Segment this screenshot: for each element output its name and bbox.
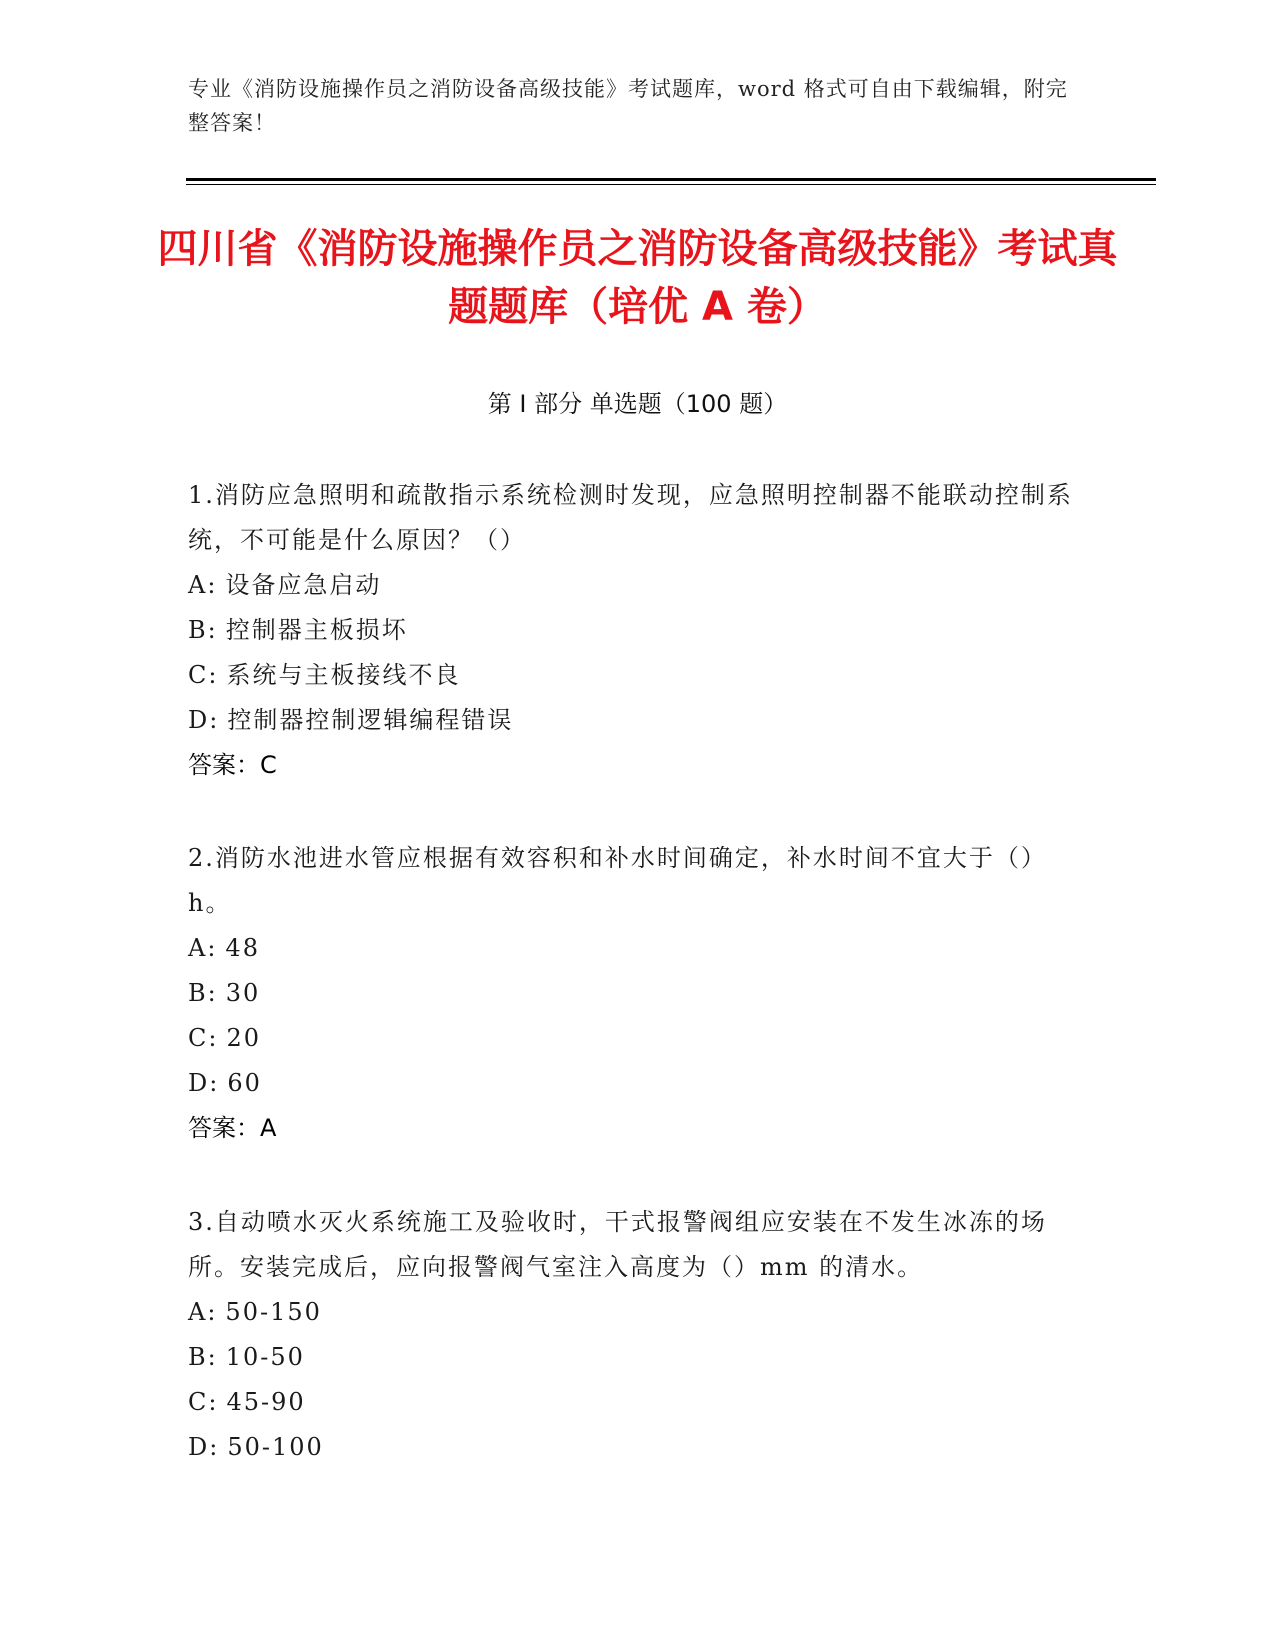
- option-text: 30: [225, 979, 261, 1007]
- option-text: 系统与主板接线不良: [226, 661, 461, 689]
- option-d: [188, 1425, 1088, 1470]
- option-letter: A:: [188, 934, 218, 962]
- option-text: 60: [227, 1069, 262, 1097]
- option-a: [188, 1290, 1088, 1335]
- option-text: 45-90: [226, 1388, 306, 1416]
- option-text: 10-50: [225, 1343, 305, 1371]
- option-text: 20: [226, 1024, 261, 1052]
- question-stem: 3.自动喷水灭火系统施工及验收时，干式报警阀组应安装在不发生冰冻的场所。安装完成后，应向报警阀气室注入高度为（）mm 的清水。: [188, 1208, 1047, 1281]
- option-letter: B:: [188, 979, 218, 1007]
- option-d: [188, 698, 1088, 743]
- answer: 答案：A: [188, 1114, 277, 1142]
- option-b: [188, 1335, 1088, 1380]
- option-text: 控制器主板损坏: [225, 616, 408, 644]
- option-text: 设备应急启动: [225, 571, 382, 599]
- option-letter: C:: [188, 661, 219, 689]
- header-rule-thin: [186, 184, 1156, 185]
- question-stem: 1.消防应急照明和疏散指示系统检测时发现，应急照明控制器不能联动控制系统，不可能是什么原因？（）: [188, 481, 1073, 554]
- option-letter: A:: [188, 1298, 218, 1326]
- option-letter: C:: [188, 1388, 219, 1416]
- option-d: [188, 1061, 1088, 1106]
- option-text: 50-150: [225, 1298, 322, 1326]
- option-text: 50-100: [227, 1433, 324, 1461]
- option-a: [188, 563, 1088, 608]
- option-a: [188, 926, 1088, 971]
- section-title: 第 I 部分 单选题（100 题）: [487, 390, 788, 418]
- header-note: 专业《消防设施操作员之消防设备高级技能》考试题库，word 格式可自由下载编辑，附完整答案！: [188, 77, 1068, 135]
- option-text: 48: [225, 934, 260, 962]
- option-letter: A:: [188, 571, 218, 599]
- document-title: 四川省《消防设施操作员之消防设备高级技能》考试真题题库（培优 A 卷）: [157, 226, 1118, 330]
- question-3: [188, 1200, 1088, 1470]
- header-rule-thick: [186, 178, 1156, 181]
- option-letter: D:: [188, 1433, 220, 1461]
- option-c: [188, 1016, 1088, 1061]
- question-stem: 2.消防水池进水管应根据有效容积和补水时间确定，补水时间不宜大于（）h。: [188, 844, 1047, 917]
- option-letter: B:: [188, 616, 218, 644]
- question-1: [188, 473, 1088, 788]
- option-text: 控制器控制逻辑编程错误: [227, 706, 514, 734]
- option-c: [188, 653, 1088, 698]
- option-letter: D:: [188, 1069, 220, 1097]
- option-letter: B:: [188, 1343, 218, 1371]
- option-letter: C:: [188, 1024, 219, 1052]
- answer: 答案：C: [188, 751, 277, 779]
- question-2: [188, 836, 1088, 1151]
- option-letter: D:: [188, 706, 220, 734]
- option-b: [188, 608, 1088, 653]
- option-c: [188, 1380, 1088, 1425]
- option-b: [188, 971, 1088, 1016]
